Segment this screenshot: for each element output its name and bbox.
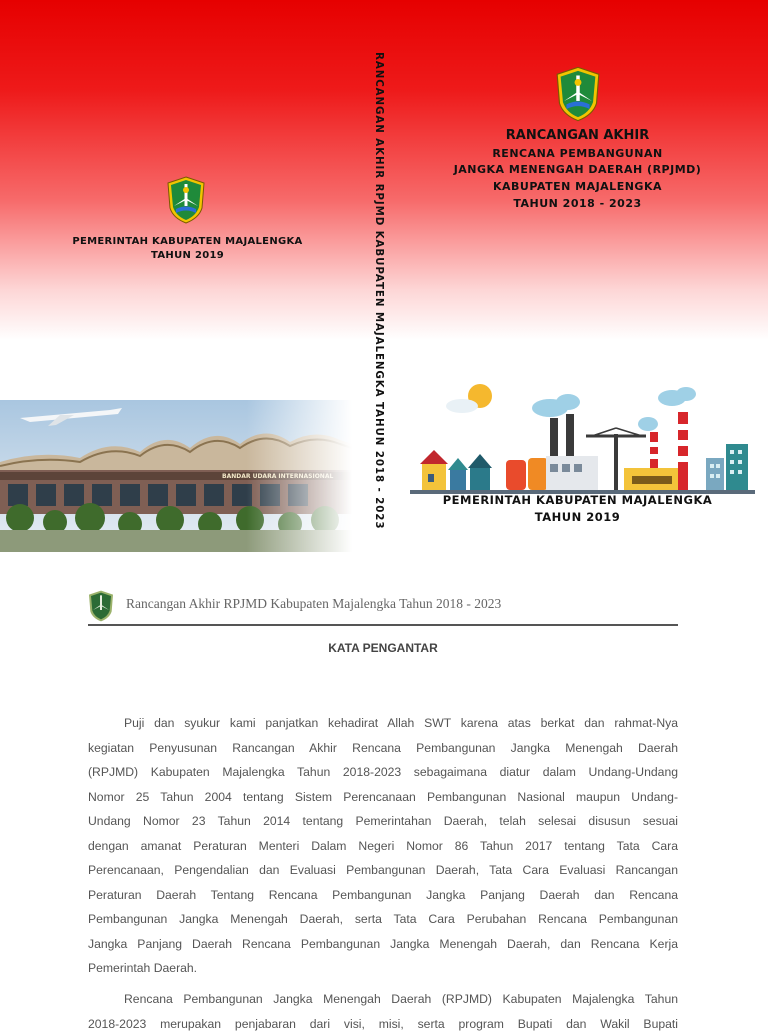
paragraph-line: kegiatan Penyusunan Rancangan Akhir Rencana Pembangunan Jangka Menengah Daerah: [88, 736, 678, 761]
front-title-line-1: RANCANGAN AKHIR: [430, 128, 725, 143]
paragraph-line: Peraturan Daerah Tentang Rencana Pembangunan Jangka Panjang Daerah dan Rencana: [88, 883, 678, 908]
document-header-text: Rancangan Akhir RPJMD Kabupaten Majalengka Tahun 2018 - 2023: [126, 596, 501, 612]
header-divider: [88, 624, 678, 626]
airport-photo: [0, 400, 352, 552]
paragraph-line: 2018-2023 merupakan penjabaran dari visi, misi, serta program Bupati dan Wakil Bupati: [88, 1012, 678, 1036]
front-publisher: PEMERINTAH KABUPATEN MAJALENGKA: [430, 493, 725, 507]
front-title-line-4: KABUPATEN MAJALENGKA: [430, 180, 725, 193]
paragraph-line: Jangka Panjang Daerah Rencana Pembangunan Jangka Menengah Daerah, dan Rencana Kerja: [88, 932, 678, 957]
paragraph-line: Perencanaan, Pengendalian dan Evaluasi Pembangunan Daerah, Tata Cara Evaluasi Rancangan: [88, 858, 678, 883]
paragraph-2: [88, 987, 678, 1036]
paragraph-line: Nomor 25 Tahun 2004 tentang Sistem Perencanaan Pembangunan Nasional maupun Undang-: [88, 785, 678, 810]
majalengka-emblem-icon: [556, 66, 600, 122]
paragraph-line: dengan amanat Peraturan Menteri Dalam Negeri Nomor 86 Tahun 2017 tentang Tata Cara: [88, 834, 678, 859]
front-title-line-2: RENCANA PEMBANGUNAN: [430, 147, 725, 160]
paragraph-line: Pemerintah Daerah.: [88, 956, 678, 981]
spine-title: RANCANGAN AKHIR RPJMD KABUPATEN MAJALENGKA TAHUN 2018 - 2023: [373, 52, 385, 529]
back-cover-title: PEMERINTAH KABUPATEN MAJALENGKA: [60, 236, 315, 247]
paragraph-line: (RPJMD) Kabupaten Majalengka Tahun 2018-2023 sebagaimana diatur dalam Undang-Undang: [88, 760, 678, 785]
majalengka-emblem-icon: [167, 176, 205, 224]
front-title-line-3: JANGKA MENENGAH DAERAH (RPJMD): [430, 163, 725, 176]
paragraph-line: Rencana Pembangunan Jangka Menengah Daerah (RPJMD) Kabupaten Majalengka Tahun: [88, 987, 678, 1012]
section-title: KATA PENGANTAR: [88, 641, 678, 655]
back-cover-year: TAHUN 2019: [60, 250, 315, 261]
paragraph-line: Undang Nomor 23 Tahun 2014 tentang Pemerintahan Daerah, telah selesai disusun sesuai: [88, 809, 678, 834]
front-publisher-year: TAHUN 2019: [430, 510, 725, 524]
paragraph-1: [88, 711, 678, 981]
book-spine: [373, 52, 395, 502]
majalengka-emblem-icon: [88, 590, 114, 626]
paragraph-line: Pembangunan Jangka Menengah Daerah, serta Tata Cara Perubahan Rencana Pembangunan: [88, 907, 678, 932]
document-header: [88, 588, 678, 624]
city-industry-illustration: [410, 378, 755, 496]
paragraph-line: Puji dan syukur kami panjatkan kehadirat Allah SWT karena atas berkat dan rahmat-Nya: [88, 711, 678, 736]
front-title-line-5: TAHUN 2018 - 2023: [430, 197, 725, 210]
